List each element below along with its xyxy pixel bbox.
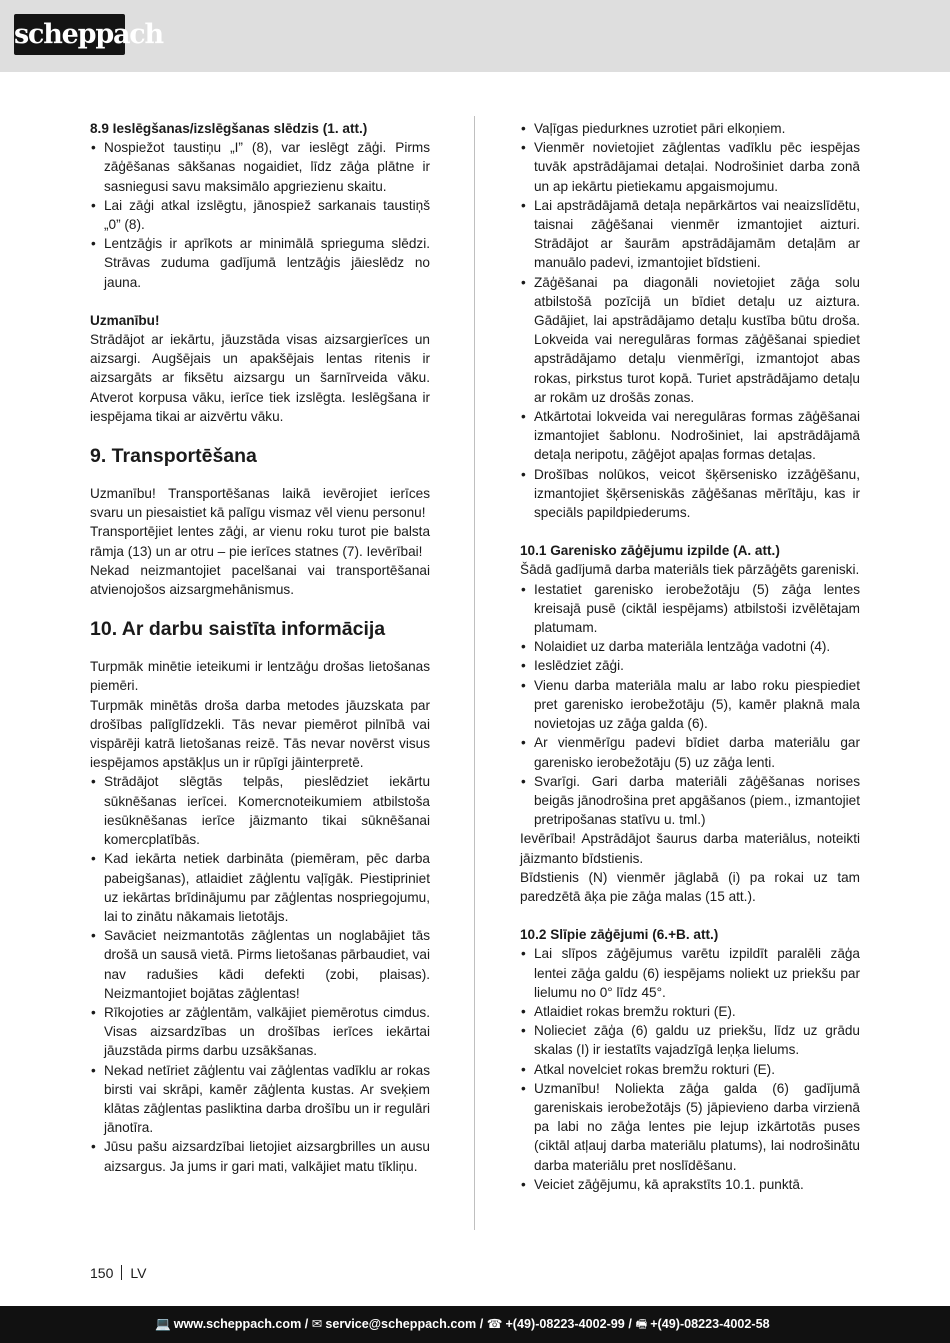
paragraph: Šādā gadījumā darba materiāls tiek pārzāģēts gareniski. xyxy=(520,562,860,578)
list-item: • Lentzāģis ir aprīkots ar minimālā sprieguma slēdzi. Strāvas zuduma gadījumā lentzāģis jāieslēdz no jauna. xyxy=(90,234,430,292)
mail-icon: ✉ xyxy=(311,1317,323,1331)
list-item: • Atlaidiet rokas bremžu rokturi (E). xyxy=(520,1002,860,1021)
list-item: • Svarīgi. Gari darba materiāli zāģēšanas norises beigās jānodrošina pret apgāšanos (piem., izmantojiet pretripošanas statīvu u. tml.) xyxy=(520,772,860,830)
section-10-2-list xyxy=(520,944,860,1194)
list-item: • Nolieciet zāģa (6) galdu uz priekšu, līdz uz grādu skalas (I) ir iestatīts vajadzīgā leņķa lielums. xyxy=(520,1021,860,1059)
section-10-list-continued xyxy=(520,119,860,522)
list-item: • Lai zāģi atkal izslēgtu, jānospiež sarkanais taustiņš „0” (8). xyxy=(90,196,430,234)
attention-heading: Uzmanību! xyxy=(90,312,160,328)
scheppach-logo: scheppach xyxy=(14,14,125,55)
section-10-1-list xyxy=(520,580,860,830)
paragraph: Turpmāk minētās droša darba metodes jāuzskata par drošības palīglīdzekli. Tās nevar piemērot pilnībā vai vispārēji katrā lietošanas reizē. Tās nevar novērst visus iespējamos apstākļus un ir rūpīgi jāinterpretē. xyxy=(90,697,430,771)
fax-icon: 🖷 xyxy=(635,1317,648,1331)
paragraph: Ievērībai! Apstrādājot šaurus darba materiālus, noteikti jāizmanto bīdstienis. xyxy=(520,831,860,866)
list-item: • Zāģēšanai pa diagonāli novietojiet zāģa solu atbilstošā pozīcijā un bīdiet detaļu uz aiztura. Gādājiet, lai apstrādājamo detaļu kustība būtu droša. Lokveida vai neregulāras formas zāģēšanai spiediet apstrādājamo detaļu vienmērīgi, izmantojot abas rokas, pirkstus turot kopā. Turiet apstrādājamo detaļu ar rokām uz drošās zonas. xyxy=(520,273,860,407)
list-item: • Veiciet zāģējumu, kā aprakstīts 10.1. punktā. xyxy=(520,1175,860,1194)
right-column xyxy=(520,119,860,1194)
header-bar xyxy=(0,0,950,72)
list-item: • Uzmanību! Noliekta zāģa galda (6) gadījumā gareniskais ierobežotājs (5) jāpievieno darba virzienā pa labi no zāģa lentes pie lejup izkārtotās puses (ciktāl atļauj darba materiālu platums), lai nodrošinātu darba materiālu pret noslīdēšanu. xyxy=(520,1079,860,1175)
list-item: • Atkārtotai lokveida vai neregulāras formas zāģēšanai izmantojiet šablonu. Nodrošiniet, lai apstrādājamā detaļa neripotu, zāģējot apaļas formas detaļas. xyxy=(520,407,860,465)
paragraph: Uzmanību! Transportēšanas laikā ievērojiet ierīces svaru un piesaistiet kā palīgu vismaz vēl vienu personu! xyxy=(90,486,430,521)
section-8-9-list xyxy=(90,138,430,292)
list-item: • Nekad netīriet zāģlentu vai zāģlentas vadīklu ar rokas birsti vai skrāpi, kamēr zāģlenta kustas. Ar sveķiem klātas zāģlentas pasliktina darba drošību un ir regulāri jānotīra. xyxy=(90,1061,430,1138)
section-10-title: 10. Ar darbu saistīta informācija xyxy=(90,618,386,641)
list-item: • Nospiežot taustiņu „I” (8), var ieslēgt zāģi. Pirms zāģēšanas sākšanas nogaidiet, līdz zāģa plātne ir sasniegusi savu maksimālo apgriezienu skaitu. xyxy=(90,138,430,196)
attention-text: Strādājot ar iekārtu, jāuzstāda visas aizsargierīces un aizsargi. Augšējais un apakšējais lentas ritenis ir aizsargāts ar fiksētu aizsargu un šarnīrveida vāku. Atverot korpusa vāku, ierīce tiek izslēgta. Ieslēgšana ir iespējama tikai ar aizvērtu vāku. xyxy=(90,332,430,424)
paragraph: Nekad neizmantojiet pacelšanai vai transportēšanai atvienojošos aizsargmehānismus. xyxy=(90,562,430,598)
section-9-title: 9. Transportēšana xyxy=(90,445,257,468)
list-item: • Vienu darba materiāla malu ar labo roku piespiediet pret garenisko ierobežotāju (5), kamēr plaknā mala novietojas uz zāģa galda (6). xyxy=(520,676,860,734)
list-item: • Vienmēr novietojiet zāģlentas vadīklu pēc iespējas tuvāk apstrādājamai detaļai. Nodrošiniet darba zonā un ap iekārtu pietiekamu apgaismojumu. xyxy=(520,138,860,196)
list-item: • Vaļīgas piedurknes uzrotiet pāri elkoņiem. xyxy=(520,119,860,138)
page-number-footer xyxy=(90,1265,146,1281)
computer-icon: 💻 xyxy=(155,1317,171,1331)
phone-number: +(49)-08223-4002-99 / xyxy=(505,1317,632,1331)
left-column xyxy=(90,119,430,1176)
list-item: • Iestatiet garenisko ierobežotāju (5) zāģa lentes kreisajā pusē (ciktāl iespējams) atbilstoši izvēlētajam platumam. xyxy=(520,580,860,638)
list-item: • Nolaidiet uz darba materiāla lentzāģa vadotni (4). xyxy=(520,637,860,656)
list-item: • Rīkojoties ar zāģlentām, valkājiet piemērotus cimdus. Visas aizsardzības un drošības ierīces iekārtai jāuzstāda pirms darbu uzsākšanas. xyxy=(90,1003,430,1061)
section-10-1-heading: 10.1 Garenisko zāģējumu izpilde (A. att.) xyxy=(520,543,780,559)
list-item: • Lai apstrādājamā detaļa nepārkārtos vai neaizslīdētu, taisnai zāģēšanai vienmēr izmantojiet aizturi. Strādājot ar šaurām apstrādājamām detaļām ar manuālo padevi, izmantojiet bīdstieni. xyxy=(520,196,860,273)
separator xyxy=(121,1265,122,1280)
fax-number: +(49)-08223-4002-58 xyxy=(650,1317,770,1331)
website-link[interactable]: www.scheppach.com / xyxy=(173,1317,309,1331)
page-number: 150 xyxy=(90,1265,114,1281)
email-link[interactable]: service@scheppach.com / xyxy=(325,1317,484,1331)
paragraph: Transportējiet lentes zāģi, ar vienu roku turot pie balsta rāmja (13) un ar otru – pie ierīces statnes (7). Ievērībai! xyxy=(90,524,430,559)
paragraph: Turpmāk minētie ieteikumi ir lentzāģu drošas lietošanas piemēri. xyxy=(90,659,430,694)
list-item: • Strādājot slēgtās telpās, pieslēdziet iekārtu sūknēšanas ierīcei. Komercnoteikumiem atbilstoša iesūknēšanas ierīce jāizmanto tikai sūknēšanai komercplatībās. xyxy=(90,772,430,849)
list-item: • Ar vienmērīgu padevi bīdiet darba materiālu gar garenisko ierobežotāju (5) uz zāģa lenti. xyxy=(520,733,860,771)
column-divider xyxy=(474,116,475,1230)
section-10-list xyxy=(90,772,430,1175)
section-10-2-heading: 10.2 Slīpie zāģējumi (6.+B. att.) xyxy=(520,927,719,943)
list-item: • Drošības nolūkos, veicot šķērsenisko izzāģēšanu, izmantojiet šķērseniskās zāģēšanas mērītāju, kas ir speciāls papildpiederums. xyxy=(520,465,860,523)
list-item: • Lai slīpos zāģējumus varētu izpildīt paralēli zāģa lentei zāģa galdu (6) iespējams noliekt uz priekšu par lielumu no 0° līdz 45°. xyxy=(520,944,860,1002)
list-item: • Kad iekārta netiek darbināta (piemēram, pēc darba pabeigšanas), atlaidiet zāģlentu vaļīgāk. Piestipriniet uz iekārtas brīdinājumu par zāģlentas nospriegojumu, lai to zinātu nākamais lietotājs. xyxy=(90,849,430,926)
language-code: LV xyxy=(130,1265,147,1281)
contact-footer xyxy=(0,1306,950,1343)
list-item: • Atkal novelciet rokas bremžu rokturi (E). xyxy=(520,1060,860,1079)
paragraph: Bīdstienis (N) vienmēr jāglabā (i) pa rokai uz tam paredzētā āķa pie zāģa malas (15 att.). xyxy=(520,869,860,904)
phone-icon: ☎ xyxy=(486,1317,503,1331)
list-item: • Ieslēdziet zāģi. xyxy=(520,656,860,675)
section-8-9-heading: 8.9 Ieslēgšanas/izslēgšanas slēdzis (1. att.) xyxy=(90,121,368,136)
list-item: • Jūsu pašu aizsardzībai lietojiet aizsargbrilles un ausu aizsargus. Ja jums ir gari mati, valkājiet matu tīkliņu. xyxy=(90,1137,430,1175)
list-item: • Savāciet neizmantotās zāģlentas un noglabājiet tās drošā un sausā vietā. Pirms lietošanas pārbaudiet, vai nav radušies kādi defekti (zobi, plaisas). Neizmantojiet bojātas zāģlentas! xyxy=(90,926,430,1003)
